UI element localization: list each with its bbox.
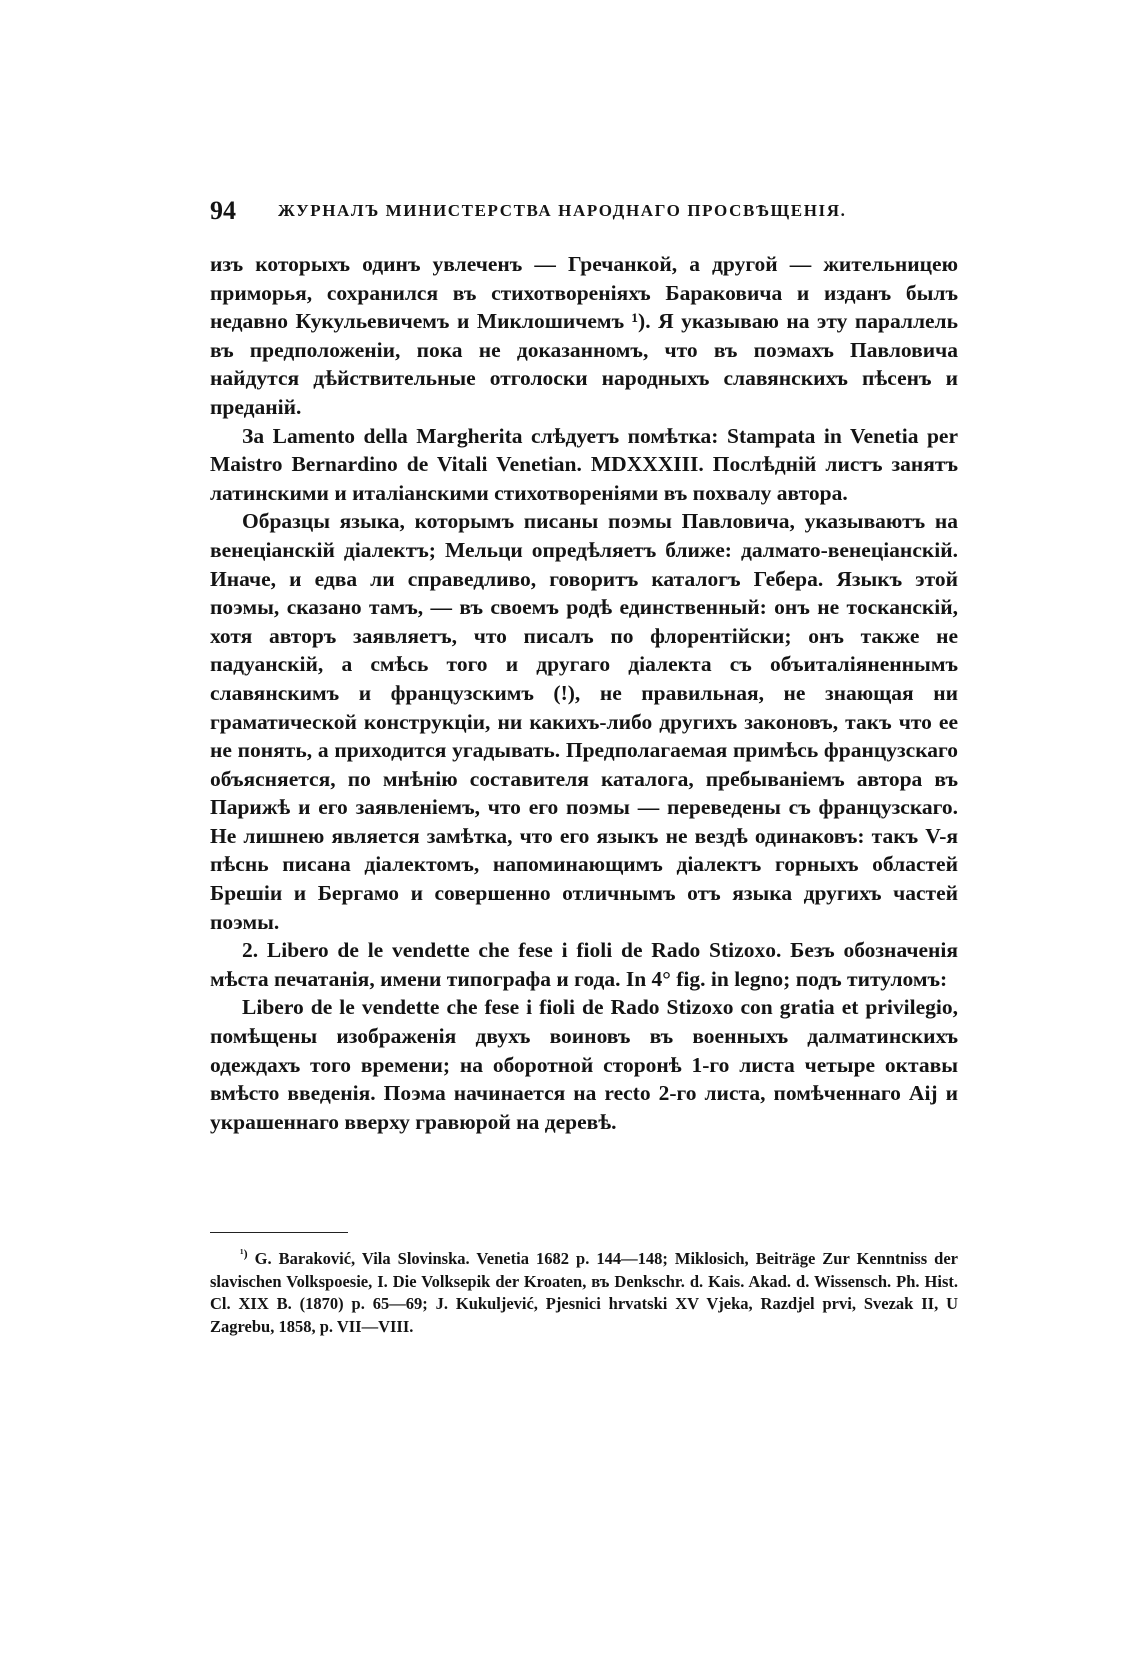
main-text [210,250,958,1136]
paragraph: Libero de le vendette che fese i fioli de Rado Stizoxo con gratia et privilegio, помѣщены изображенія двухъ воиновъ въ военныхъ далматинскихъ одеждахъ того времени; на оборотной сторонѣ 1-го листа четыре октавы вмѣсто введенія. Поэма начинается на recto 2-го листа, помѣченнаго Aij и украшеннаго вверху гравюрой на деревѣ. [210,995,958,1134]
footnote-text: G. Baraković, Vila Slovinska. Venetia 1682 p. 144—148; Miklosich, Beiträge Zur Kenntniss der slavischen Volkspoesie, I. Die Volksepik der Kroaten, въ Denkschr. d. Kais. Akad. d. Wissensch. Ph. Hist. Cl. XIX B. (1870) р. 65—69; J. Kukuljević, Pjesnici hrvatski XV Vjeka, Razdjel prvi, Svezak II, U Zagrebu, 1858, p. VII—VIII. [210,1249,959,1336]
paragraph: За Lamento della Margherita слѣдуетъ помѣтка: Stampata in Venetia per Maistro Bernardino de Vitali Venetian. MDXXXIII. Послѣдній листъ занятъ латинскими и италіанскими стихотвореніями въ похвалу автора. [210,423,958,505]
page-header [210,196,950,228]
running-title: ЖУРНАЛЪ МИНИСТЕРСТВА НАРОДНАГО ПРОСВѢЩЕНІЯ. [278,201,847,220]
paragraph: Образцы языка, которымъ писаны поэмы Павловича, указываютъ на венеціанскій діалектъ; Мельци опредѣляетъ ближе: далмато-венеціанскій. Иначе, и едва ли справедливо, говоритъ каталогъ Гебера. Языкъ этой поэмы, сказано тамъ, — въ своемъ родѣ единственный: онъ не тосканскій, хотя авторъ заявляетъ, что писалъ по флорентійски; онъ также не падуанскій, а смѣсь того и другаго діалекта съ объиталіяненнымъ славянскимъ и французскимъ (!), не правильная, не знающая ни граматической конструкціи, ни какихъ-либо другихъ законовъ, такъ что ее не понять, а приходится угадывать. Предполагаемая примѣсь французскаго объясняется, по мнѣнію составителя каталога, пребываніемъ автора въ Парижѣ и его заявленіемъ, что его поэмы — переведены съ французскаго. Не лишнею является замѣтка, что его языкъ не вездѣ одинаковъ: такъ V-я пѣснь писана діалектомъ, напоминающимъ діалектъ горныхъ областей Брешіи и Бергамо и совершенно отличнымъ отъ языка другихъ частей поэмы. [210,509,958,934]
paragraph: изъ которыхъ одинъ увлеченъ — Гречанкой, а другой — жительницею приморья, сохранился въ стихотвореніяхъ Бараковича и изданъ былъ недавно Кукульевичемъ и Миклошичемъ ¹). Я указываю на эту параллель въ предположеніи, пока не доказанномъ, что въ поэмахъ Павловича найдутся дѣйствительные отголоски народныхъ славянскихъ пѣсенъ и преданій. [210,252,958,419]
footnotes [210,1248,958,1338]
footnote-divider [210,1232,348,1233]
footnote [210,1248,958,1338]
page-number: 94 [210,196,236,225]
footnote-marker: ¹) [240,1246,248,1261]
paragraph: 2. Libero de le vendette che fese i fioli de Rado Stizoxo. Безъ обозначенія мѣста печатанія, имени типографа и года. In 4° fig. in legno; подъ титуломъ: [210,938,958,991]
